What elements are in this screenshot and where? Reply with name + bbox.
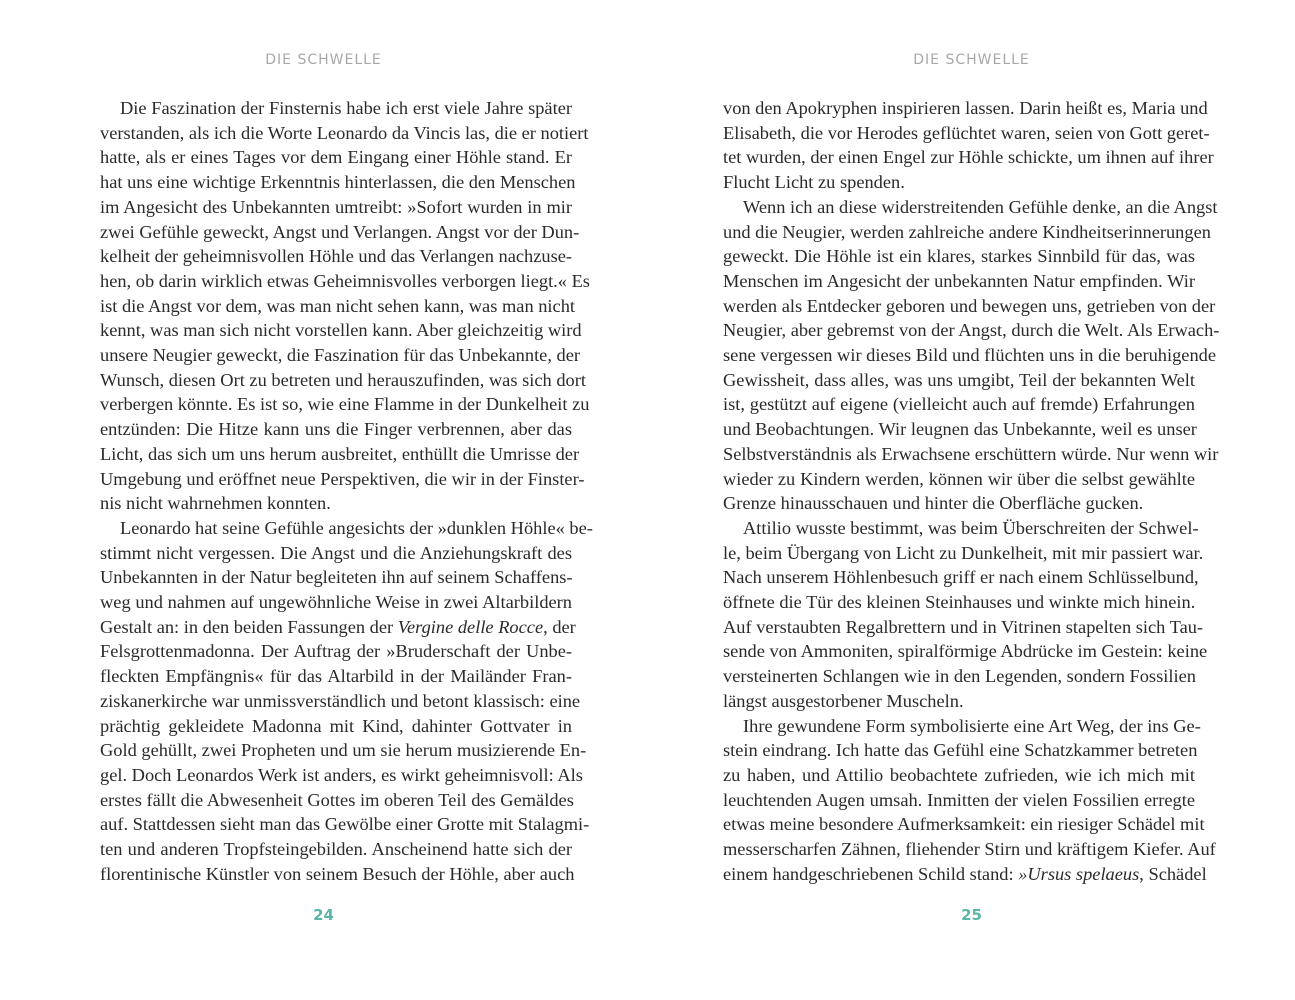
text-line xyxy=(100,343,581,368)
text-line xyxy=(100,541,572,566)
text-line xyxy=(100,417,572,442)
text-line xyxy=(723,96,1208,121)
italic-text: »Ursus spelaeus xyxy=(1018,863,1140,884)
text-run: ist die Angst vor dem, was man nicht sehen kann, was man nicht xyxy=(100,295,576,316)
text-line xyxy=(100,294,576,319)
text-run: Gold gehüllt, zwei Propheten und um sie herum musizierende En- xyxy=(100,740,587,761)
text-run: Elisabeth, die vor Herodes geflüchtet waren, seien von Gott geret- xyxy=(723,122,1210,143)
text-run: Nach unserem Höhlenbesuch griff er nach einem Schlüsselbund, xyxy=(723,567,1199,588)
text-line xyxy=(100,145,572,170)
right-page xyxy=(648,0,1295,1000)
text-run: hat uns eine wichtige Erkenntnis hinterlassen, die den Menschen xyxy=(100,172,576,193)
text-run: , der xyxy=(543,616,576,637)
text-run: unsere Neugier geweckt, die Faszination für das Unbekannte, der xyxy=(100,345,581,366)
text-run: ten und anderen Tropfsteingebilden. Anscheinend hatte sich der xyxy=(100,839,572,860)
text-run: leuchtenden Augen umsah. Inmitten der vielen Fossilien erregte xyxy=(723,789,1195,810)
text-line xyxy=(723,541,1204,566)
text-run: , Schädel xyxy=(1139,863,1207,884)
text-line xyxy=(723,812,1205,837)
body-text xyxy=(723,96,1220,887)
text-line xyxy=(723,318,1220,343)
text-line xyxy=(723,689,1195,714)
running-header: DIE SCHWELLE xyxy=(265,52,382,68)
left-page xyxy=(0,0,647,1000)
text-run: Gewissheit, dass alles, was uns umgibt, Teil der bekannten Welt xyxy=(723,369,1195,390)
text-line xyxy=(100,269,590,294)
text-run: florentinische Künstler von seinem Besuch der Höhle, aber auch xyxy=(100,863,575,884)
text-line xyxy=(100,689,581,714)
text-line xyxy=(723,195,1218,220)
text-run: erstes fällt die Abwesenheit Gottes im oberen Teil des Gemäldes xyxy=(100,789,574,810)
text-line xyxy=(723,837,1216,862)
text-run: Unbekannten in der Natur begleiteten ihn auf seinem Schaffens- xyxy=(100,567,573,588)
text-run: Auf verstaubten Regalbrettern und in Vitrinen stapelten sich Tau- xyxy=(723,616,1204,637)
text-run: wieder zu Kindern werden, können wir über die selbst gewählte xyxy=(723,468,1195,489)
italic-text: Vergine delle Rocce xyxy=(397,616,544,637)
text-line xyxy=(723,516,1199,541)
text-run: Wunsch, diesen Ort zu betreten und herauszufinden, was sich dort xyxy=(100,369,586,390)
text-line xyxy=(100,442,580,467)
text-run: und die Neugier, werden zahlreiche andere Kindheitserinnerungen xyxy=(723,221,1211,242)
text-line xyxy=(100,244,572,269)
text-run: versteinerten Schlangen wie in den Legenden, sondern Fossilien xyxy=(723,666,1196,687)
text-line xyxy=(723,615,1204,640)
text-line xyxy=(723,368,1195,393)
text-line xyxy=(723,565,1199,590)
text-line xyxy=(723,714,1201,739)
text-line xyxy=(100,96,572,121)
text-line xyxy=(723,121,1210,146)
text-line xyxy=(723,664,1195,689)
text-run: Grenze hinausschauen und hinter die Oberfläche gucken. xyxy=(723,493,1144,514)
page-number: 25 xyxy=(961,906,982,924)
text-run: verbergen könnte. Es ist so, wie eine Flamme in der Dunkelheit zu xyxy=(100,394,590,415)
text-line xyxy=(723,590,1195,615)
text-run: auf. Stattdessen sieht man das Gewölbe einer Grotte mit Stalagmi- xyxy=(100,814,590,835)
text-line xyxy=(100,467,585,492)
text-line xyxy=(723,738,1198,763)
text-line xyxy=(100,812,590,837)
text-run: Leonardo hat seine Gefühle angesichts der »dunklen Höhle« be- xyxy=(120,517,593,538)
text-run: im Angesicht des Unbekannten umtreibt: »Sofort wurden in mir xyxy=(100,196,572,217)
text-run: zwei Gefühle geweckt, Angst und Verlangen. Angst vor der Dun- xyxy=(100,221,580,242)
text-run: messerscharfen Zähnen, fliehender Stirn und kräftigem Kiefer. Auf xyxy=(723,839,1216,860)
text-run: ziskanerkirche war unmissverständlich und betont klassisch: eine xyxy=(100,690,581,711)
text-run: Selbstverständnis als Erwachsene erschüttern würde. Nur wenn wir xyxy=(723,443,1219,464)
text-line xyxy=(723,417,1195,442)
text-line xyxy=(100,639,572,664)
text-line xyxy=(100,664,572,689)
text-line xyxy=(723,862,1207,887)
text-line xyxy=(100,590,572,615)
text-line xyxy=(723,639,1208,664)
text-line xyxy=(723,491,1195,516)
text-run: hen, ob darin wirklich etwas Geheimnisvolles verborgen liegt.« Es xyxy=(100,270,590,291)
text-run: Die Faszination der Finsternis habe ich erst viele Jahre später xyxy=(120,98,572,118)
text-run: hatte, als er eines Tages vor dem Eingang einer Höhle stand. Er xyxy=(100,147,572,168)
text-run: tet wurden, der einen Engel zur Höhle schickte, um ihnen auf ihrer xyxy=(723,147,1214,168)
text-line xyxy=(723,170,1195,195)
text-line xyxy=(100,195,572,220)
text-line xyxy=(723,392,1195,417)
text-line xyxy=(723,244,1195,269)
text-line xyxy=(100,368,586,393)
text-line xyxy=(100,565,572,590)
text-line xyxy=(100,788,572,813)
text-run: gel. Doch Leonardos Werk ist anders, es wirkt geheimnisvoll: Als xyxy=(100,764,583,785)
text-line xyxy=(100,318,582,343)
text-line xyxy=(723,220,1211,245)
text-line xyxy=(100,862,575,887)
text-run: und Beobachtungen. Wir leugnen das Unbekannte, weil es unser xyxy=(723,419,1197,440)
text-line xyxy=(723,269,1195,294)
running-header: DIE SCHWELLE xyxy=(913,52,1030,68)
text-run: fleckten Empfängnis« für das Altarbild in der Mailänder Fran- xyxy=(100,666,572,687)
text-line xyxy=(723,442,1219,467)
text-run: sene vergessen wir dieses Bild und flüchten uns in die beruhigende xyxy=(723,345,1217,366)
text-run: zu haben, und Attilio beobachtete zufrieden, wie ich mich mit xyxy=(723,764,1195,785)
text-run: kelheit der geheimnisvollen Höhle und das Verlangen nachzuse- xyxy=(100,246,573,267)
text-run: geweckt. Die Höhle ist ein klares, starkes Sinnbild für das, was xyxy=(723,246,1195,267)
text-run: Licht, das sich um uns herum ausbreitet, enthüllt die Umrisse der xyxy=(100,443,580,464)
text-run: sende von Ammoniten, spiralförmige Abdrücke im Gestein: keine xyxy=(723,641,1208,662)
text-line xyxy=(723,763,1195,788)
text-line xyxy=(100,220,580,245)
text-run: etwas meine besondere Aufmerksamkeit: ein riesiger Schädel mit xyxy=(723,814,1205,835)
text-run: Neugier, aber gebremst von der Angst, durch die Welt. Als Erwach- xyxy=(723,320,1220,341)
text-run: Wenn ich an diese widerstreitenden Gefühle denke, an die Angst xyxy=(743,196,1218,217)
text-run: weg und nahmen auf ungewöhnliche Weise in zwei Altarbildern xyxy=(100,592,572,613)
text-line xyxy=(100,392,590,417)
body-text xyxy=(100,96,593,887)
text-run: Ihre gewundene Form symbolisierte eine Art Weg, der ins Ge- xyxy=(743,715,1201,736)
text-run: stein eindrang. Ich hatte das Gefühl eine Schatzkammer betreten xyxy=(723,740,1198,761)
text-run: nis nicht wahrnehmen konnten. xyxy=(100,493,331,514)
text-line xyxy=(100,714,572,739)
text-run: von den Apokryphen inspirieren lassen. Darin heißt es, Maria und xyxy=(723,98,1208,118)
text-run: entzünden: Die Hitze kann uns die Finger verbrennen, aber das xyxy=(100,419,572,440)
text-line xyxy=(723,294,1216,319)
text-line xyxy=(723,788,1195,813)
text-run: prächtig gekleidete Madonna mit Kind, dahinter Gottvater in xyxy=(100,715,572,736)
text-line xyxy=(100,615,576,640)
text-run: kennt, was man sich nicht vorstellen kann. Aber gleichzeitig wird xyxy=(100,320,582,341)
text-run: le, beim Übergang von Licht zu Dunkelheit, mit mir passiert war. xyxy=(723,542,1204,563)
text-run: öffnete die Tür des kleinen Steinhauses und winkte mich hinein. xyxy=(723,592,1196,613)
text-line xyxy=(100,491,572,516)
text-run: Attilio wusste bestimmt, was beim Überschreiten der Schwel- xyxy=(743,517,1199,538)
text-run: einem handgeschriebenen Schild stand: xyxy=(723,863,1019,884)
text-run: werden als Entdecker geboren und bewegen uns, getrieben von der xyxy=(723,295,1216,316)
text-run: Felsgrottenmadonna. Der Auftrag der »Bruderschaft der Unbe- xyxy=(100,641,572,662)
text-run: Menschen im Angesicht der unbekannten Natur empfinden. Wir xyxy=(723,270,1195,291)
text-line xyxy=(100,837,572,862)
text-line xyxy=(100,121,589,146)
text-line xyxy=(100,738,587,763)
text-run: Gestalt an: in den beiden Fassungen der xyxy=(100,616,398,637)
text-run: verstanden, als ich die Worte Leonardo da Vincis las, die er notiert xyxy=(100,122,589,143)
text-line xyxy=(723,145,1214,170)
text-line xyxy=(100,170,576,195)
text-run: ist, gestützt auf eigene (vielleicht auch auf fremde) Erfahrungen xyxy=(723,394,1195,415)
text-run: Umgebung und eröffnet neue Perspektiven, die wir in der Finster- xyxy=(100,468,585,489)
text-line xyxy=(100,763,583,788)
text-line xyxy=(723,343,1217,368)
page-number: 24 xyxy=(313,906,334,924)
text-line xyxy=(100,516,593,541)
text-run: stimmt nicht vergessen. Die Angst und die Anziehungskraft des xyxy=(100,542,572,563)
text-run: längst ausgestorbener Muscheln. xyxy=(723,690,964,711)
text-line xyxy=(723,467,1195,492)
text-run: Flucht Licht zu spenden. xyxy=(723,172,905,193)
